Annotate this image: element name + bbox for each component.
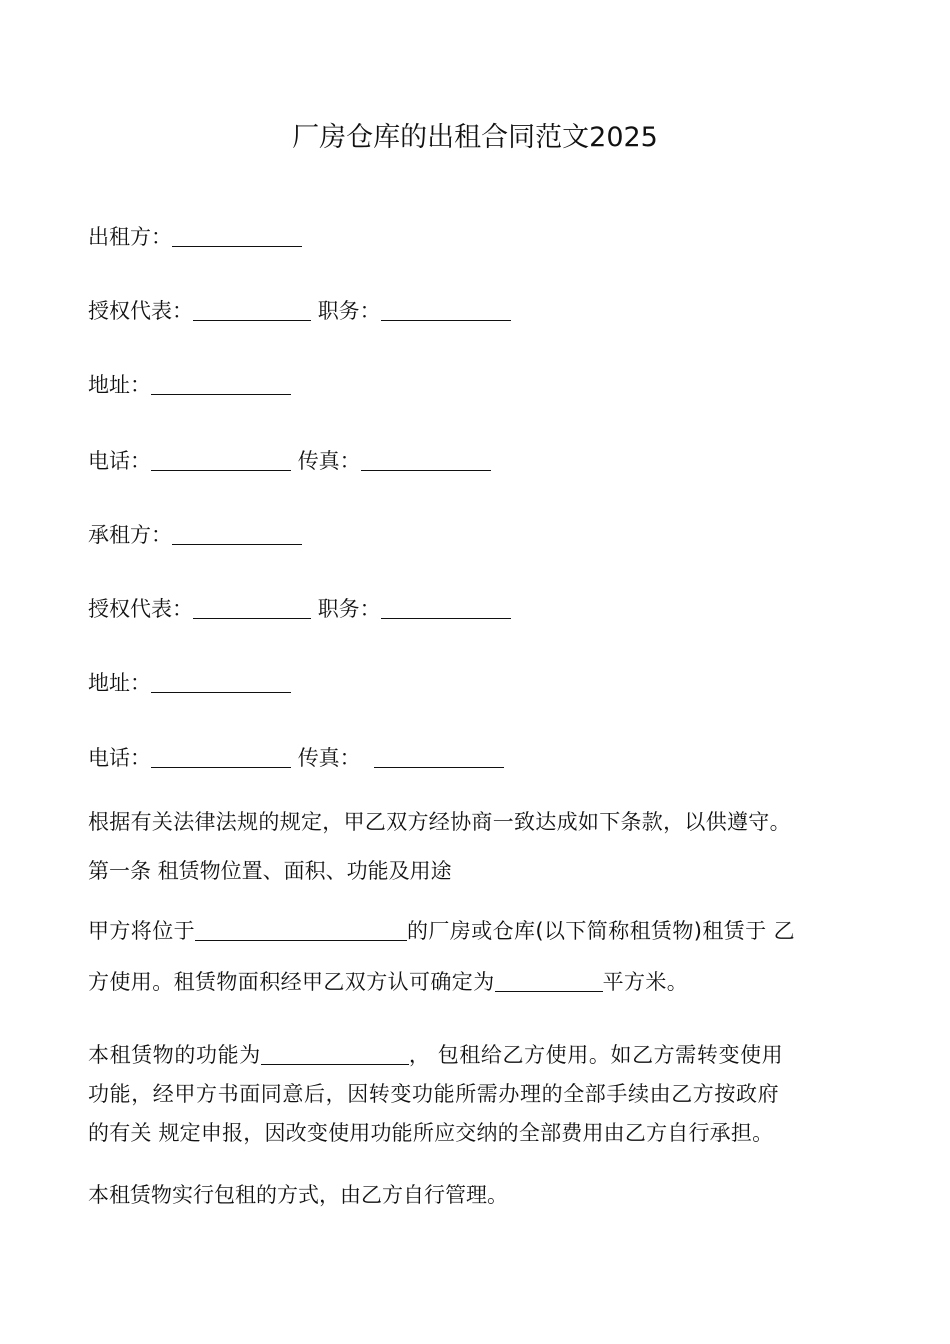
function-paragraph-line-1 bbox=[88, 1038, 783, 1072]
location-prefix: 甲方将位于 bbox=[88, 919, 195, 943]
lessee-rep-label: 授权代表： bbox=[88, 597, 193, 621]
lessee-rep-line bbox=[88, 592, 511, 626]
function-paragraph-line-2: 功能，经甲方书面同意后，因转变功能所需办理的全部手续由乙方按政府 bbox=[88, 1082, 780, 1106]
lessee-phone-blank bbox=[151, 745, 291, 768]
lessor-phone-label: 电话： bbox=[88, 449, 151, 473]
lessor-phone-line bbox=[88, 444, 491, 478]
location-paragraph-line-2 bbox=[88, 965, 688, 999]
lessor-phone-blank bbox=[151, 448, 291, 471]
location-paragraph-line-1 bbox=[88, 914, 795, 948]
lease-mode-paragraph: 本租赁物实行包租的方式，由乙方自行管理。 bbox=[88, 1183, 508, 1207]
lessor-rep-blank bbox=[193, 298, 311, 321]
lessor-rep-line bbox=[88, 294, 511, 328]
lessee-party-label: 承租方： bbox=[88, 523, 172, 547]
lessor-address-label: 地址： bbox=[88, 373, 151, 397]
lessor-party-blank bbox=[172, 224, 302, 247]
lessee-phone-label: 电话： bbox=[88, 746, 151, 770]
lessee-position-blank bbox=[381, 596, 511, 619]
function-blank bbox=[261, 1042, 409, 1065]
lessor-fax-label: 传真： bbox=[297, 449, 361, 473]
lessor-address-blank bbox=[151, 372, 291, 395]
lessor-fax-blank bbox=[361, 448, 491, 471]
lessor-address-line bbox=[88, 368, 291, 402]
lessee-party-blank bbox=[172, 522, 302, 545]
lessee-address-blank bbox=[151, 670, 291, 693]
lessor-party-label: 出租方： bbox=[88, 225, 172, 249]
lessor-position-blank bbox=[381, 298, 511, 321]
function-paragraph-line-3: 的有关 规定申报，因改变使用功能所应交纳的全部费用由乙方自行承担。 bbox=[88, 1121, 774, 1145]
function-suffix: ， 包租给乙方使用。如乙方需转变使用 bbox=[408, 1043, 784, 1067]
lessee-fax-blank bbox=[374, 745, 504, 768]
area-prefix: 方使用。租赁物面积经甲乙双方认可确定为 bbox=[88, 970, 495, 994]
location-blank bbox=[195, 918, 407, 941]
function-prefix: 本租赁物的功能为 bbox=[88, 1043, 261, 1067]
lessee-rep-blank bbox=[193, 596, 311, 619]
document-title: 厂房仓库的出租合同范文2025 bbox=[292, 122, 658, 153]
lessor-position-label: 职务： bbox=[317, 299, 381, 323]
lessor-party-line bbox=[88, 220, 302, 254]
article-1-heading: 第一条 租赁物位置、面积、功能及用途 bbox=[88, 859, 452, 883]
lessee-address-line bbox=[88, 666, 291, 700]
lessee-position-label: 职务： bbox=[317, 597, 381, 621]
lessee-fax-label: 传真： bbox=[297, 746, 361, 770]
area-suffix: 平方米。 bbox=[602, 970, 689, 994]
lessor-rep-label: 授权代表： bbox=[88, 299, 193, 323]
lessee-party-line bbox=[88, 518, 302, 552]
lessee-phone-line bbox=[88, 741, 504, 775]
area-blank bbox=[495, 969, 603, 992]
intro-paragraph: 根据有关法律法规的规定，甲乙双方经协商一致达成如下条款，以供遵守。 bbox=[88, 810, 791, 834]
location-suffix: 的厂房或仓库(以下简称租赁物)租赁于 乙 bbox=[407, 919, 796, 943]
lessee-address-label: 地址： bbox=[88, 671, 151, 695]
